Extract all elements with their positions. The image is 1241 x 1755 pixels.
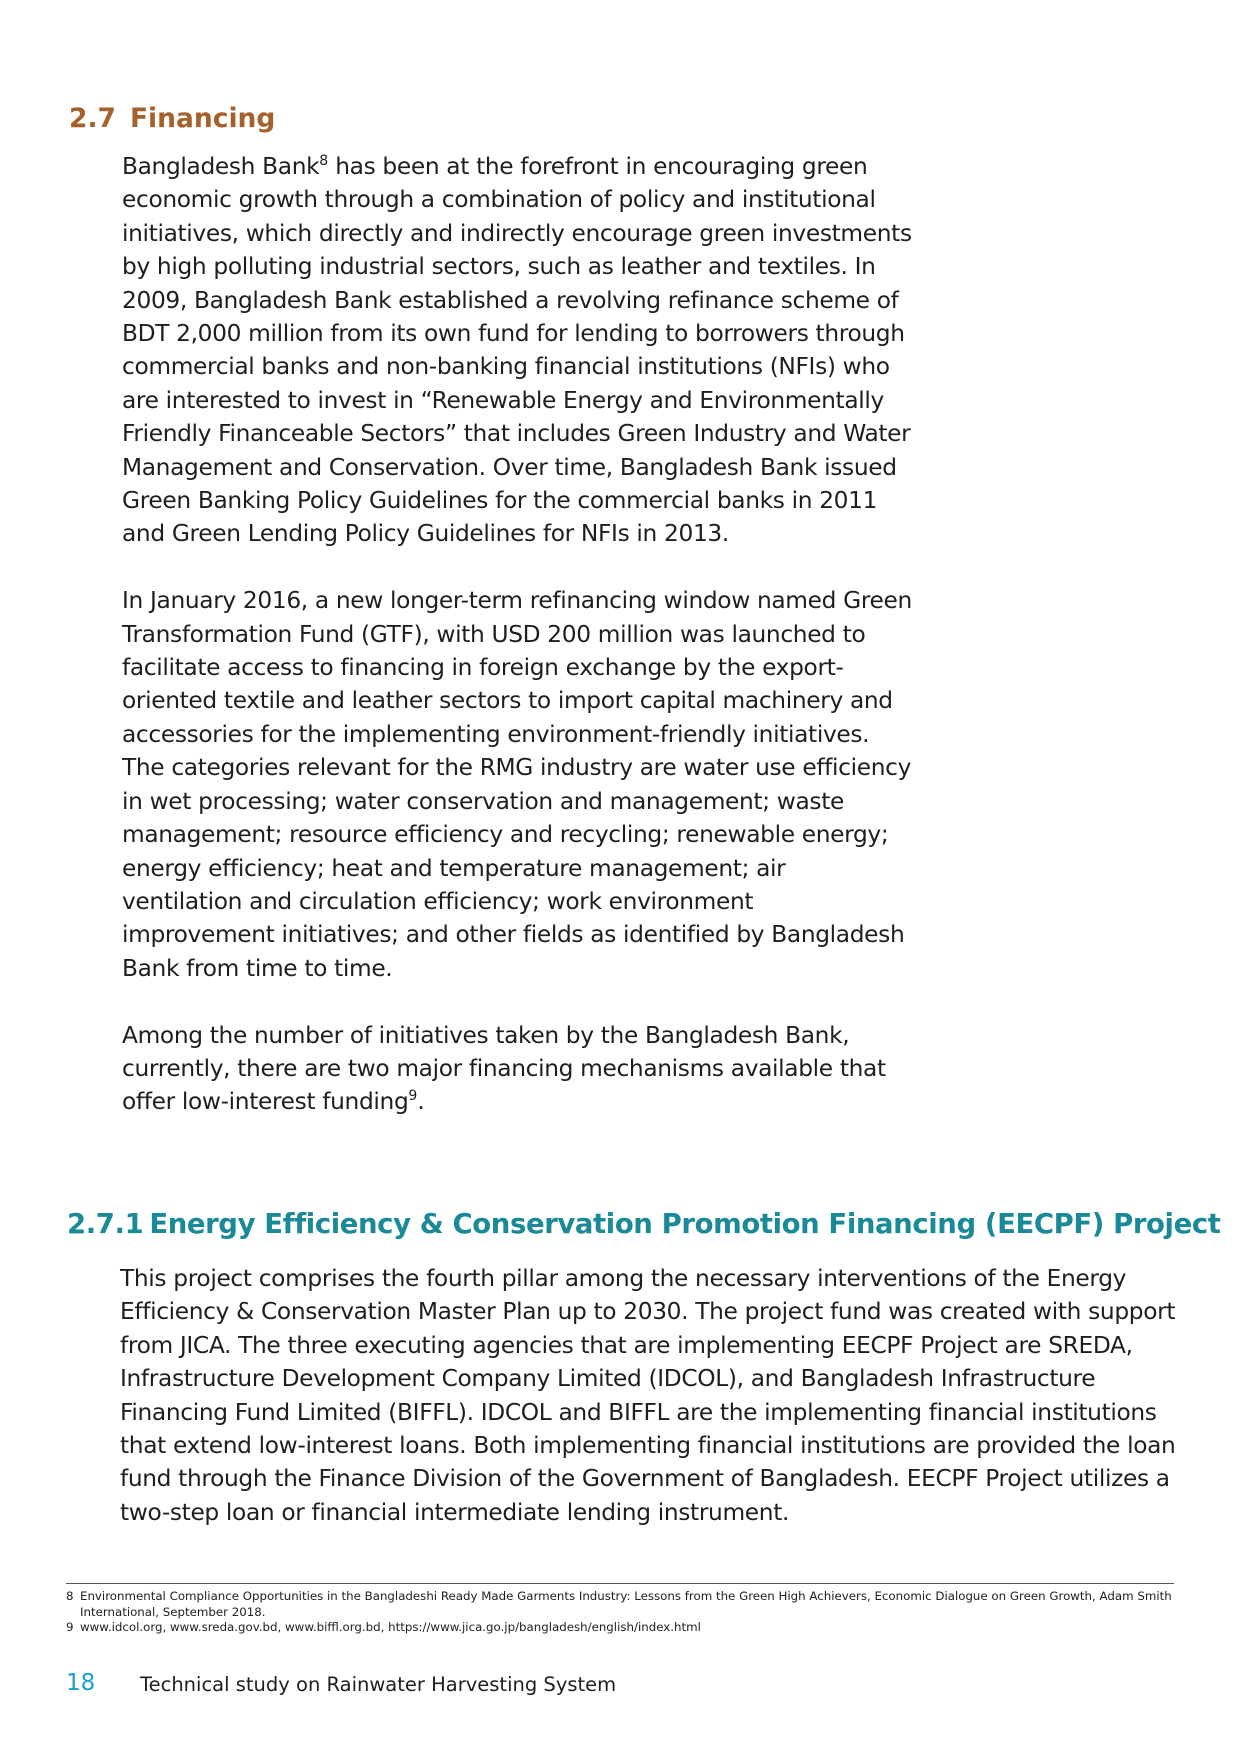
subsection-number: 2.7.1 — [67, 1208, 144, 1240]
footnotes — [66, 1589, 1176, 1636]
paragraph — [122, 150, 912, 551]
paragraph-text: . — [417, 1088, 425, 1116]
section-title: Financing — [129, 103, 276, 134]
section-number: 2.7 — [69, 103, 116, 134]
footnote-number: 8 — [66, 1589, 74, 1603]
section-heading — [69, 101, 275, 137]
footnote-divider — [66, 1583, 1174, 1584]
footnote-ref: 9 — [408, 1088, 418, 1105]
footnote-text: www.idcol.org, www.sreda.gov.bd, www.biffl.org.bd, https://www.jica.go.jp/bangladesh/english/index.html — [80, 1620, 701, 1634]
paragraph-text: Among the number of initiatives taken by the Bangladesh Bank, currently, there are two major financing mechanisms available that offer low-interest funding — [122, 1021, 886, 1116]
subsection-title: Energy Efficiency & Conservation Promotion Financing (EECPF) Project — [149, 1208, 1221, 1240]
page-number: 18 — [66, 1670, 96, 1696]
paragraph-text: Bangladesh Bank — [122, 153, 320, 180]
footnote-number: 9 — [66, 1620, 74, 1634]
subsection-body — [120, 1262, 1180, 1529]
paragraph: This project comprises the fourth pillar among the necessary interventions of the Energy Efficiency & Conservation Master Plan up to 2030. The project fund was created with support from JICA. The three executing agencies that are implementing EECPF Project are SREDA, Infrastructure Development Company Limited (IDCOL), and Bangladesh Infrastructure Financing Fund Limited (BIFFL). IDCOL and BIFFL are the implementing financial institutions that extend low-interest loans. Both implementing financial institutions are provided the loan fund through the Finance Division of the Government of Bangladesh. EECPF Project utilizes a two-step loan or financial intermediate lending instrument. — [120, 1265, 1176, 1526]
footnote-text: Environmental Compliance Opportunities in the Bangladeshi Ready Made Garments Industry: Lessons from the Green High Achievers, Economic Dialogue on Green Growth, Adam Smith International, September 2018. — [80, 1589, 1172, 1619]
footnote-ref: 8 — [319, 153, 329, 169]
subsection-heading — [67, 1205, 1220, 1243]
paragraph: In January 2016, a new longer-term refinancing window named Green Transformation Fund (GTF), with USD 200 million was launched to facilitate access to financing in foreign exchange by the export-oriented textile and leather sectors to import capital machinery and accessories for the implementing environment-friendly initiatives. The categories relevant for the RMG industry are water use efficiency in wet processing; water conservation and management; waste management; resource efficiency and recycling; renewable energy; energy efficiency; heat and temperature management; air ventilation and circulation efficiency; work environment improvement initiatives; and other fields as identified by Bangladesh Bank from time to time. — [122, 587, 912, 982]
paragraph-text: has been at the forefront in encouraging green economic growth through a combination of policy and institutional initiatives, which directly and indirectly encourage green investments by high polluting industrial sectors, such as leather and textiles. In 2009, Bangladesh Bank established a revolving refinance scheme of BDT 2,000 million from its own fund for lending to borrowers through commercial banks and non-banking financial institutions (NFIs) who are interested to invest in “Renewable Energy and Environmentally Friendly Financeable Sectors” that includes Green Industry and Water Management and Conservation. Over time, Bangladesh Bank issued Green Banking Policy Guidelines for the commercial banks in 2011 and Green Lending Policy Guidelines for NFIs in 2013. — [122, 153, 912, 548]
footnote — [66, 1620, 1176, 1636]
footnote — [66, 1589, 1176, 1620]
running-title: Technical study on Rainwater Harvesting System — [140, 1673, 617, 1696]
section-body — [122, 150, 912, 1119]
paragraph — [122, 1019, 912, 1119]
